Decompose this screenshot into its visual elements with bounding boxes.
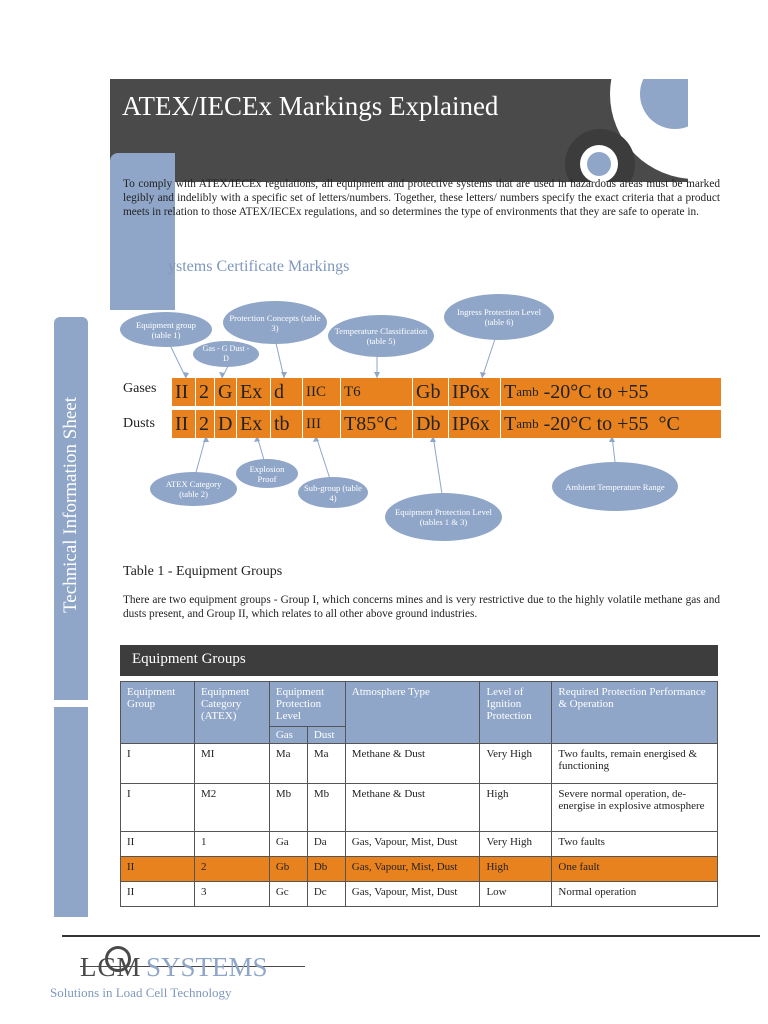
mark-equipment-group: II	[172, 410, 196, 438]
table-title-bar: Equipment Groups	[120, 645, 718, 676]
bubble-atex-category: ATEX Category (table 2)	[150, 472, 237, 506]
section-title: ystems Certificate Markings	[168, 258, 350, 275]
mark-category: 2	[196, 410, 215, 438]
cell-dust: Da	[307, 832, 345, 857]
mark-epl: Gb	[413, 378, 449, 406]
table-caption: Table 1 - Equipment Groups	[123, 564, 283, 579]
cell-category: MI	[194, 744, 269, 784]
cell-group: II	[121, 857, 195, 882]
cell-gas: Gc	[269, 882, 307, 907]
cell-required: Severe normal operation, de-energise in explosive atmosphere	[552, 784, 718, 832]
header-band	[110, 79, 688, 182]
cell-dust: Dc	[307, 882, 345, 907]
table-row	[121, 832, 718, 857]
mark-category: 2	[196, 378, 215, 406]
mark-equipment-group: II	[172, 378, 196, 406]
connector-line	[276, 343, 284, 378]
logo-text-lcm: LCM	[80, 952, 142, 982]
header-dust: Dust	[307, 727, 345, 744]
mark-sub-group-text: IIC	[306, 383, 326, 400]
bubble-equipment-group: Equipment group (table 1)	[120, 312, 212, 347]
connector-line	[482, 339, 495, 378]
mark-ex: Ex	[237, 378, 271, 406]
cell-dust: Db	[307, 857, 345, 882]
mark-ambient-range	[501, 378, 721, 406]
cell-dust: Mb	[307, 784, 345, 832]
cell-required: Two faults	[552, 832, 718, 857]
mark-tamb: T	[504, 412, 517, 435]
table-row	[121, 744, 718, 784]
page-title: ATEX/IECEx Markings Explained	[122, 91, 499, 121]
cell-group: I	[121, 744, 195, 784]
cell-gas: Ma	[269, 744, 307, 784]
cell-required: One fault	[552, 857, 718, 882]
header-ignition-protection: Level of Ignition Protection	[480, 682, 552, 744]
table-row	[121, 882, 718, 907]
cell-atmosphere: Gas, Vapour, Mist, Dust	[345, 832, 480, 857]
bubble-sub-group: Sub-group (table 4)	[298, 477, 368, 508]
marking-strip-dusts	[172, 410, 721, 438]
cell-ignition: High	[480, 857, 552, 882]
mark-temperature-text: T6	[344, 383, 361, 400]
table-row-highlighted	[121, 857, 718, 882]
mark-epl: Db	[413, 410, 449, 438]
mark-protection-concept: tb	[271, 410, 303, 438]
cell-group: II	[121, 832, 195, 857]
sidebar-label: Technical Information Sheet	[60, 396, 81, 614]
cell-required: Two faults, remain energised & functioning	[552, 744, 718, 784]
bubble-ingress-protection: Ingress Protection Level (table 6)	[444, 294, 554, 340]
cell-atmosphere: Methane & Dust	[345, 744, 480, 784]
bubble-explosion-proof: Explosion Proof	[236, 459, 298, 488]
mark-ex: Ex	[237, 410, 271, 438]
cell-ignition: Very High	[480, 744, 552, 784]
cell-atmosphere: Gas, Vapour, Mist, Dust	[345, 882, 480, 907]
cell-ignition: Very High	[480, 832, 552, 857]
mark-atmosphere-type: G	[215, 378, 237, 406]
mark-temperature-class: T85°C	[341, 410, 413, 438]
mark-tamb-sub: amb	[516, 416, 539, 431]
cell-ignition: High	[480, 784, 552, 832]
header-required-protection: Required Protection Performance & Operation	[552, 682, 718, 744]
cell-category: 1	[194, 832, 269, 857]
sidebar-band	[54, 707, 88, 917]
row-label-dusts: Dusts	[123, 416, 155, 431]
connector-line	[195, 436, 206, 476]
marking-strip-gases	[172, 378, 721, 406]
cell-required: Normal operation	[552, 882, 718, 907]
connector-line	[222, 366, 228, 378]
mark-protection-concept: d	[271, 378, 303, 406]
mark-ambient-range	[501, 410, 721, 438]
row-label-gases: Gases	[123, 381, 157, 396]
bubble-ambient-temperature: Ambient Temperature Range	[552, 462, 678, 511]
header-atmosphere-type: Atmosphere Type	[345, 682, 480, 744]
connector-line	[316, 436, 330, 479]
mark-temperature-class	[341, 378, 413, 406]
cell-group: I	[121, 784, 195, 832]
bubble-protection-concepts: Protection Concepts (table 3)	[223, 301, 327, 344]
mark-sub-group-text: III	[306, 415, 321, 432]
connector-line	[257, 436, 264, 460]
equipment-groups-table	[120, 681, 718, 907]
mark-ingress: IP6x	[449, 378, 501, 406]
cell-gas: Mb	[269, 784, 307, 832]
mark-range: -20°C to +55	[543, 380, 649, 403]
cell-atmosphere: Gas, Vapour, Mist, Dust	[345, 857, 480, 882]
cell-category: 3	[194, 882, 269, 907]
footer-tagline: Solutions in Load Cell Technology	[50, 985, 232, 1000]
bubble-temperature-classification: Temperature Classification (table 5)	[328, 315, 434, 357]
mark-ingress: IP6x	[449, 410, 501, 438]
intro-paragraph: To comply with ATEX/IECEx regulations, all equipment and protective systems that are used in hazardous areas must be marked legibly and indelibly with a specific set of letters/numbers. Together, these letters/ numbers specify the exact criteria that a product meets in relation to those ATEX/IECEx regulations, and so determines the type of environments that they are safe to operate in.	[123, 178, 720, 218]
connector-line	[433, 436, 442, 494]
mark-range: -20°C to +55	[543, 412, 649, 435]
mark-sub-group	[303, 410, 341, 438]
bubble-gas-dust: Gas - G Dust - D	[193, 341, 259, 367]
cell-atmosphere: Methane & Dust	[345, 784, 480, 832]
mark-tamb-sub: amb	[516, 384, 539, 399]
mark-sub-group	[303, 378, 341, 406]
footer-rule	[62, 935, 760, 937]
connector-line	[612, 436, 615, 462]
header-protection-level: Equipment Protection Level	[269, 682, 345, 727]
cell-dust: Ma	[307, 744, 345, 784]
logo-text-systems: SYSTEMS	[146, 952, 268, 982]
mark-atmosphere-type: D	[215, 410, 237, 438]
mark-tamb: T	[504, 380, 517, 403]
mark-unit: °C	[658, 412, 680, 435]
cell-category: 2	[194, 857, 269, 882]
cell-group: II	[121, 882, 195, 907]
cell-gas: Ga	[269, 832, 307, 857]
connector-line	[170, 345, 186, 378]
table-description: There are two equipment groups - Group I, which concerns mines and is very restrictive due to the highly volatile methane gas and dusts present, and Group II, which relates to all other above ground industries.	[123, 594, 720, 620]
cell-category: M2	[194, 784, 269, 832]
decorative-circle	[587, 152, 611, 176]
cell-ignition: Low	[480, 882, 552, 907]
header-equipment-category: Equipment Category (ATEX)	[194, 682, 269, 744]
header-equipment-group: Equipment Group	[121, 682, 195, 744]
cell-gas: Gb	[269, 857, 307, 882]
bubble-equipment-protection-level: Equipment Protection Level (tables 1 & 3)	[385, 493, 502, 541]
header-gas: Gas	[269, 727, 307, 744]
table-row	[121, 784, 718, 832]
